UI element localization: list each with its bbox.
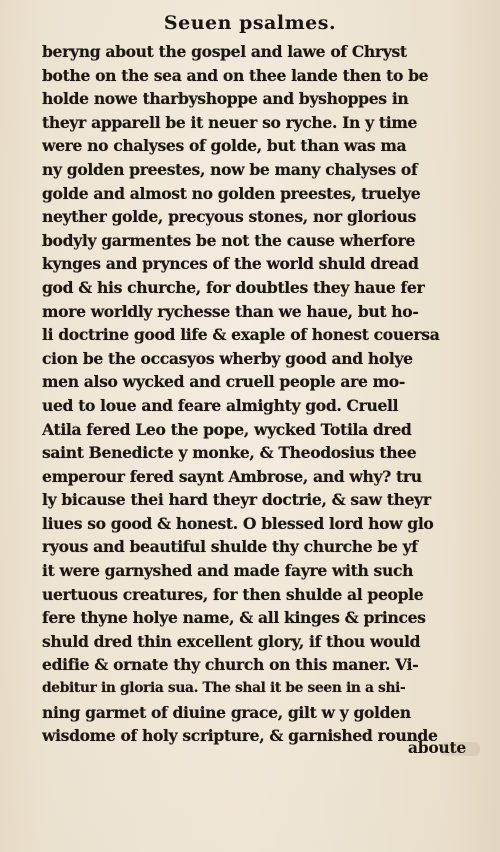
text-line: kynges and prynces of the world shuld dread — [42, 254, 419, 274]
text-line: ued to loue and feare almighty god. Cruell — [42, 395, 399, 415]
text-line: beryng about the gospel and lawe of Chryst — [42, 42, 407, 61]
text-line: shuld dred thin excellent glory, if thou would — [42, 631, 421, 651]
text-line: were no chalyses of golde, but than was ma — [42, 136, 407, 156]
text-line: god & his churche, for doubtles they haue fer — [42, 277, 425, 297]
running-head: Seuen psalmes. — [163, 12, 337, 34]
text-line: edifie & ornate thy church on this maner. Vi- — [42, 655, 419, 675]
text-line: debitur in gloria sua. The shal it be seen in a shi- — [42, 680, 406, 697]
text-line: golde and almost no golden preestes, truelye — [42, 183, 421, 203]
text-line: Atila fered Leo the pope, wycked Totila dred — [42, 419, 412, 439]
text-line: ly bicause thei hard theyr doctrie, & saw theyr — [42, 490, 431, 510]
text-line: more worldly rychesse than we haue, but ho- — [42, 301, 419, 321]
text-line: emperour fered saynt Ambrose, and why? tru — [42, 466, 422, 486]
text-line: cion be the occasyos wherby good and holye — [42, 348, 413, 368]
text-line: neyther golde, precyous stones, nor glorious — [42, 207, 417, 227]
text-block — [42, 40, 472, 748]
text-line: ny golden preestes, now be many chalyses of — [42, 159, 418, 179]
text-line: ryous and beautiful shulde thy churche be yf — [42, 537, 418, 557]
text-line: it were garnyshed and made fayre with such — [42, 561, 414, 581]
text-line: bothe on the sea and on thee lande then to be — [42, 65, 429, 85]
text-line: bodyly garmentes be not the cause wherfore — [42, 230, 416, 250]
text-line: men also wycked and cruell people are mo- — [42, 372, 405, 392]
text-line: wisdome of holy scripture, & garnished rounde — [42, 726, 438, 746]
text-line: holde nowe tharbyshoppe and byshoppes in — [42, 89, 409, 109]
catchword: aboute — [407, 738, 466, 757]
text-line: uertuous creatures, for then shulde al people — [42, 584, 424, 604]
text-line: li doctrine good life & exaple of honest couersa — [42, 325, 440, 345]
text-line: fere thyne holye name, & all kinges & princes — [42, 608, 426, 628]
text-line: liues so good & honest. O blessed lord how glo — [42, 513, 434, 533]
text-line: saint Benedicte y monke, & Theodosius thee — [42, 443, 417, 463]
text-line: ning garmet of diuine grace, gilt w y golden — [42, 702, 411, 722]
text-line: theyr apparell be it neuer so ryche. In y time — [42, 112, 418, 132]
